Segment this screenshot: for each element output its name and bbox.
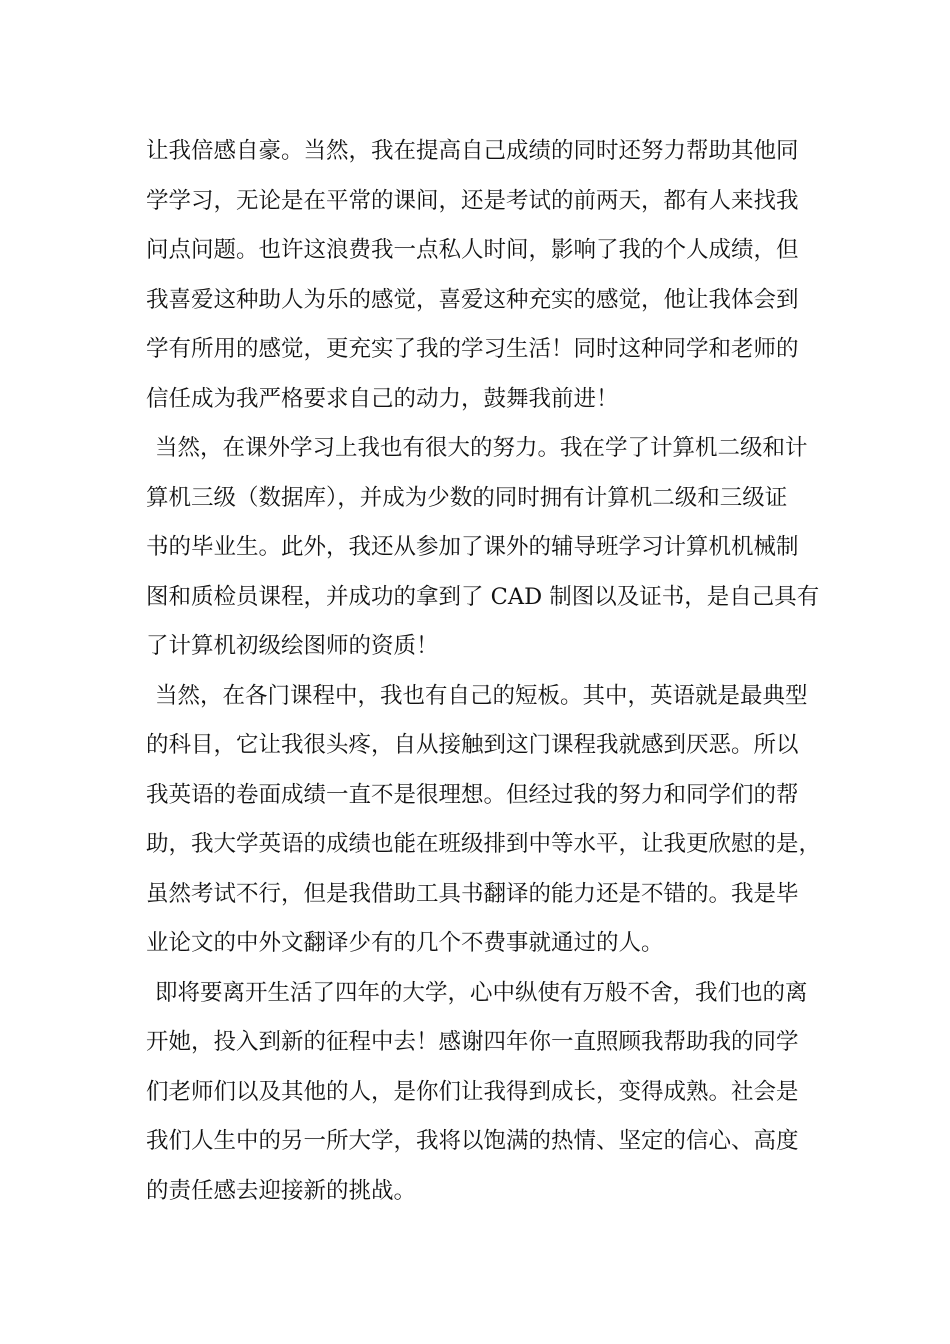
text-line: 了计算机初级绘图师的资质！	[146, 633, 439, 659]
text-line: 问点问题。也许这浪费我一点私人时间，影响了我的个人成绩，但	[146, 237, 799, 263]
paragraph-start-line: 当然，在课外学习上我也有很大的努力。我在学了计算机二级和计	[155, 435, 808, 461]
body-text	[146, 127, 826, 1216]
text-line: 学学习，无论是在平常的课间，还是考试的前两天，都有人来找我	[146, 187, 799, 214]
text-line: 我英语的卷面成绩一直不是很理想。但经过我的努力和同学们的帮	[146, 781, 799, 808]
paragraph-start-line: 即将要离开生活了四年的大学，心中纵使有万般不舍，我们也的离	[155, 979, 808, 1006]
text-line: 的责任感去迎接新的挑战。	[146, 1177, 417, 1204]
text-line: 们老师们以及其他的人，是你们让我得到成长，变得成熟。社会是	[146, 1078, 799, 1105]
text-line: 我们人生中的另一所大学，我将以饱满的热情、坚定的信心、高度	[146, 1128, 799, 1154]
text-line: 信任成为我严格要求自己的动力，鼓舞我前进！	[146, 385, 619, 412]
text-line: 让我倍感自豪。当然，我在提高自己成绩的同时还努力帮助其他同	[146, 138, 799, 164]
text-line: 助，我大学英语的成绩也能在班级排到中等水平，让我更欣慰的是，	[146, 831, 822, 857]
text-line: 开她，投入到新的征程中去！感谢四年你一直照顾我帮助我的同学	[146, 1029, 799, 1055]
text-line: 我喜爱这种助人为乐的感觉，喜爱这种充实的感觉，他让我体会到	[146, 286, 799, 313]
text-line: 虽然考试不行，但是我借助工具书翻译的能力还是不错的。我是毕	[146, 880, 799, 907]
text-line: 学有所用的感觉，更充实了我的学习生活！同时这种同学和老师的	[146, 336, 799, 362]
text-line: 业论文的中外文翻译少有的几个不费事就通过的人。	[146, 930, 664, 956]
text-line: 书的毕业生。此外，我还从参加了课外的辅导班学习计算机机械制	[146, 534, 799, 560]
text-line: 图和质检员课程，并成功的拿到了 CAD 制图以及证书，是自己具有	[146, 583, 820, 610]
text-line: 的科目，它让我很头疼，自从接触到这门课程我就感到厌恶。所以	[146, 732, 799, 758]
paragraph-start-line: 当然，在各门课程中，我也有自己的短板。其中，英语就是最典型	[155, 682, 808, 709]
text-line: 算机三级（数据库），并成为少数的同时拥有计算机二级和三级证	[146, 484, 788, 511]
